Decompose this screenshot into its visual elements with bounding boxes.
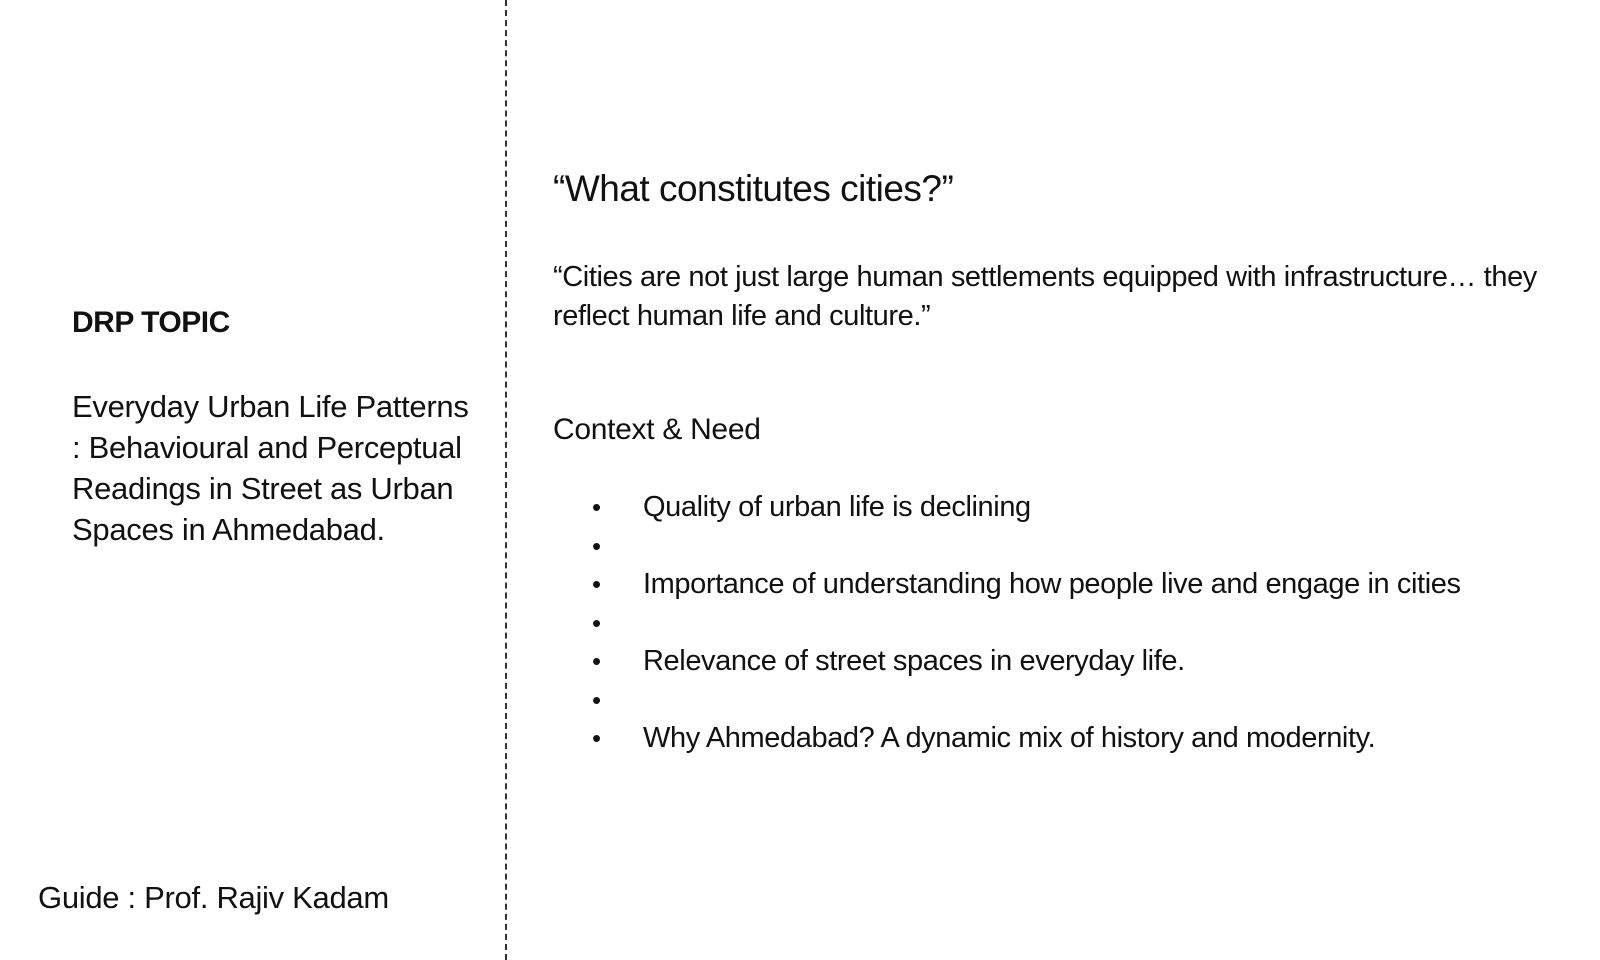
list-item <box>553 642 1573 681</box>
bullet-dot-icon: • <box>592 492 601 522</box>
dashed-divider <box>505 0 507 960</box>
bullet-text: Relevance of street spaces in everyday life. <box>643 645 1185 677</box>
list-item <box>553 488 1573 527</box>
bullet-dot-icon: • <box>592 569 601 599</box>
context-need-heading: Context & Need <box>553 413 761 446</box>
bullet-dot-icon: • <box>592 607 601 638</box>
list-item <box>553 719 1573 758</box>
list-item <box>553 527 1573 566</box>
cities-quote: “Cities are not just large human settlements equipped with infrastructure… they reflect human life and culture.” <box>553 261 1537 332</box>
right-panel <box>553 0 1573 960</box>
bullet-dot-icon: • <box>592 723 601 753</box>
bullet-dot-icon: • <box>592 684 601 715</box>
list-item <box>553 565 1573 604</box>
guide-credit: Guide : Prof. Rajiv Kadam <box>38 880 389 915</box>
drp-topic-heading: DRP TOPIC <box>72 306 230 339</box>
list-item <box>553 604 1573 643</box>
bullet-dot-icon: • <box>592 530 601 561</box>
bullet-text: Importance of understanding how people live and engage in cities <box>643 568 1461 600</box>
bullet-dot-icon: • <box>592 646 601 676</box>
question-heading: “What constitutes cities?” <box>553 168 954 209</box>
bullet-text: Quality of urban life is declining <box>643 491 1031 523</box>
list-item <box>553 681 1573 720</box>
context-bullet-list <box>553 488 1573 758</box>
bullet-text: Why Ahmedabad? A dynamic mix of history and modernity. <box>643 722 1376 754</box>
left-panel <box>0 0 505 960</box>
drp-topic-title: Everyday Urban Life Patterns : Behavioural and Perceptual Readings in Street as Urban Spaces in Ahmedabad. <box>72 389 469 547</box>
